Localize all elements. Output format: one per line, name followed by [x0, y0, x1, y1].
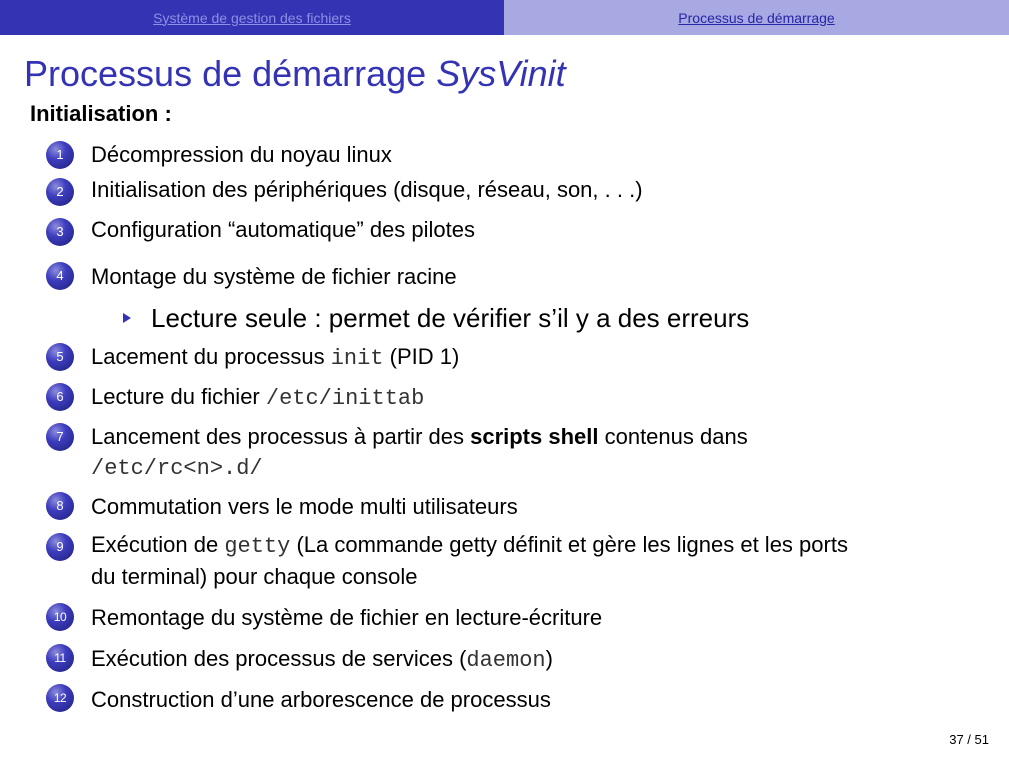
slide-title	[24, 53, 566, 95]
code-text: /etc/rc<n>.d/	[91, 456, 263, 481]
number-ball: 8	[46, 492, 74, 520]
item-text-part: (La commande getty définit et gère les lignes et les ports	[290, 532, 848, 557]
number-ball: 1	[46, 141, 74, 169]
number-ball: 3	[46, 218, 74, 246]
item-text: Commutation vers le mode multi utilisateurs	[91, 494, 518, 519]
number-ball: 4	[46, 262, 74, 290]
number-ball: 10	[46, 603, 74, 631]
item-text-part: Lecture du fichier	[91, 384, 266, 409]
code-text: daemon	[466, 648, 546, 673]
item-text: Remontage du système de fichier en lecture-écriture	[91, 605, 603, 630]
number-ball: 9	[46, 533, 74, 561]
code-text: init	[330, 346, 384, 371]
code-text: /etc/inittab	[265, 386, 425, 411]
item-text: Configuration “automatique” des pilotes	[91, 217, 476, 242]
number-ball: 7	[46, 423, 74, 451]
nav-tab-file-system[interactable]: Système de gestion des fichiers	[0, 0, 504, 35]
number-ball: 12	[46, 684, 74, 712]
item-text	[91, 644, 553, 676]
item-text-part: Lancement des processus à partir des	[91, 424, 471, 449]
item-text: Initialisation des périphériques (disque, réseau, son, . . .)	[91, 177, 643, 202]
triangle-bullet-icon	[123, 313, 131, 323]
bold-text: scripts shell	[470, 424, 599, 449]
item-text-part: contenus dans	[598, 424, 748, 449]
number-ball: 11	[46, 644, 74, 672]
code-text: getty	[224, 534, 291, 559]
item-text	[91, 382, 424, 414]
item-text-part: )	[545, 646, 553, 671]
item-text-part: (PID 1)	[383, 344, 460, 369]
page-number: 37 / 51	[949, 732, 989, 747]
slide-subtitle: Initialisation :	[30, 101, 172, 126]
navbar	[0, 0, 1009, 35]
number-ball: 5	[46, 343, 74, 371]
sub-item-text: Lecture seule : permet de vérifier s’il y a des erreurs	[151, 303, 750, 333]
number-ball: 2	[46, 178, 74, 206]
item-text-part: Exécution de	[91, 532, 225, 557]
title-main: Processus de démarrage	[24, 53, 437, 94]
item-text	[91, 422, 748, 484]
item-text	[91, 342, 459, 374]
number-ball: 6	[46, 383, 74, 411]
item-text-part: du terminal) pour chaque console	[91, 564, 418, 589]
item-text	[91, 530, 848, 592]
item-text: Décompression du noyau linux	[91, 142, 392, 167]
title-italic: SysVinit	[436, 53, 566, 94]
item-text: Construction d’une arborescence de processus	[91, 687, 551, 712]
item-text-part: Exécution des processus de services (	[91, 646, 467, 671]
item-text: Montage du système de fichier racine	[91, 264, 457, 289]
nav-tab-boot-process[interactable]: Processus de démarrage	[504, 0, 1009, 35]
item-text-part: Lacement du processus	[91, 344, 331, 369]
